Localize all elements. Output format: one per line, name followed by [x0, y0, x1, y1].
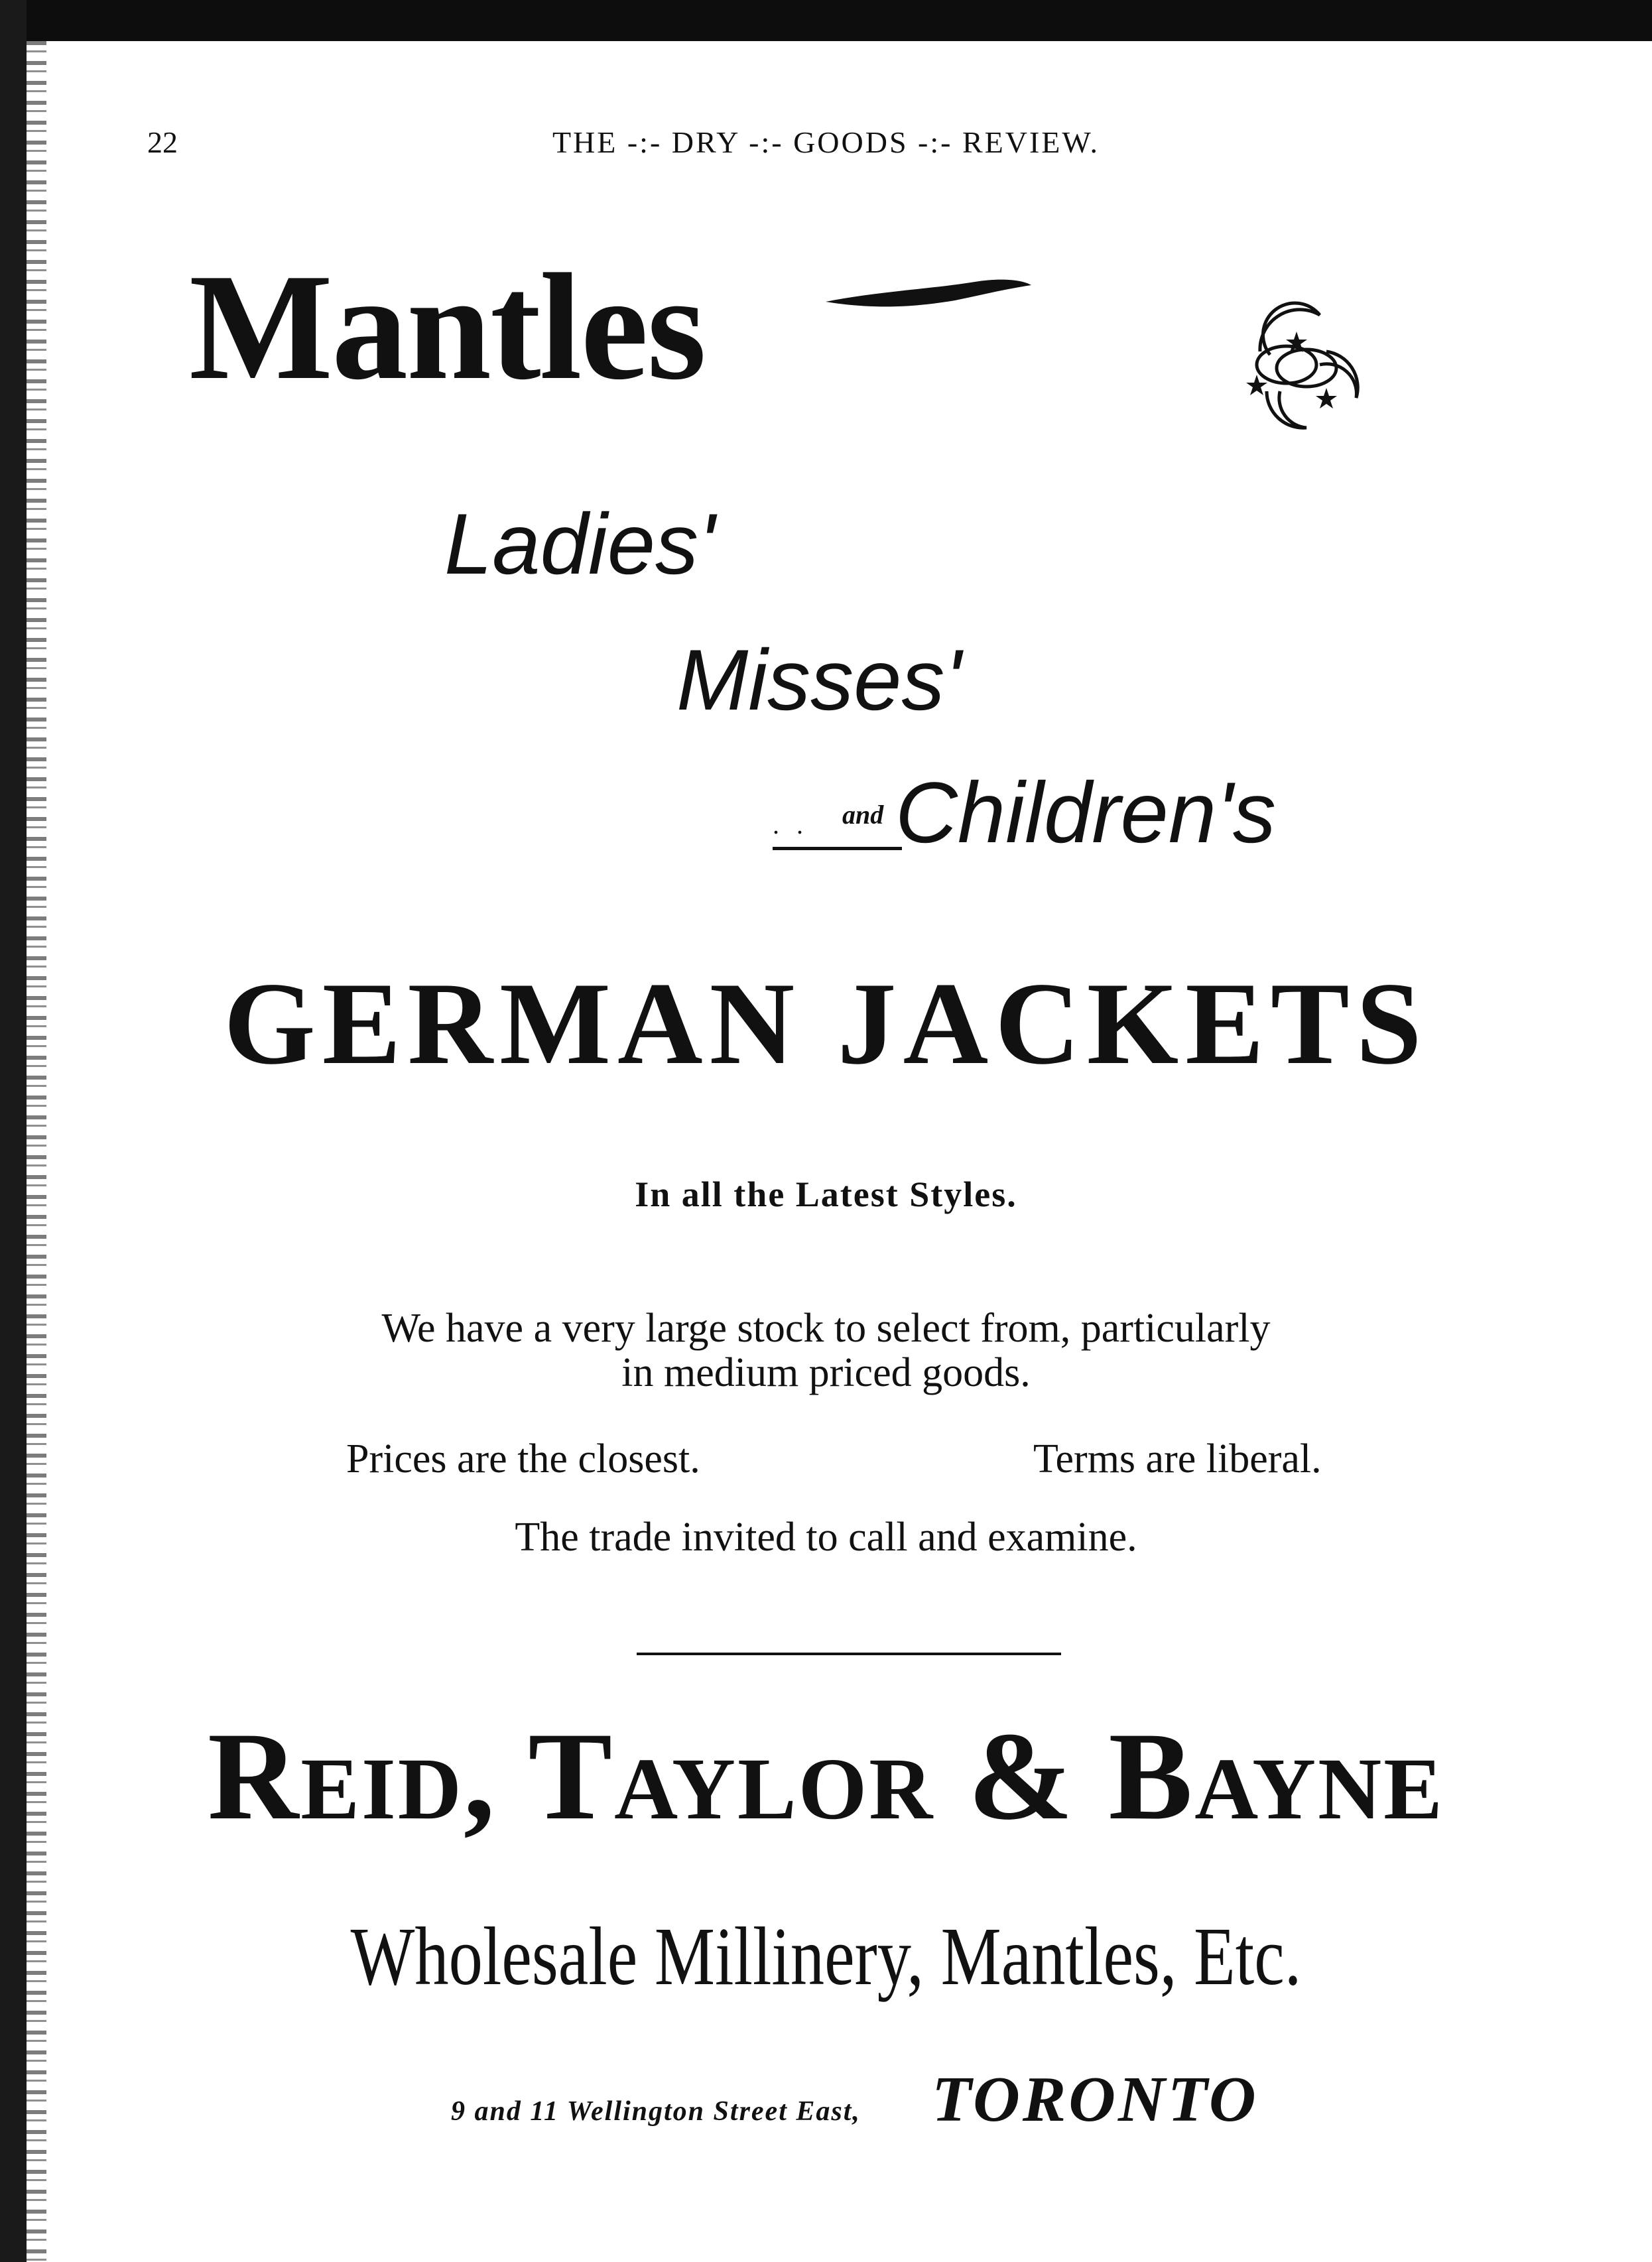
line-misses: Misses' — [676, 631, 962, 728]
firm-address: 9 and 11 Wellington Street East, — [451, 2096, 861, 2127]
firm-city: TORONTO — [932, 2064, 1259, 2135]
swash-ornament-icon — [822, 275, 1035, 328]
connector-dots: . . — [773, 810, 808, 840]
page-number: 22 — [147, 125, 178, 159]
terms-text: Terms are liberal. — [1033, 1436, 1322, 1481]
line-ladies: Ladies' — [444, 495, 715, 592]
scan-left-edge-texture — [27, 41, 46, 2262]
scan-left-edge — [0, 0, 27, 2262]
stock-line-1: We have a very large stock to select from, particularly — [381, 1306, 1271, 1351]
invite-text: The trade invited to call and examine. — [515, 1515, 1137, 1560]
firm-name: Reid, Taylor & Bayne — [208, 1707, 1444, 1846]
headline-mantles: Mantles — [189, 242, 706, 411]
connector-and: and — [842, 800, 884, 830]
prices-text: Prices are the closest. — [346, 1436, 700, 1481]
stock-line-2: in medium priced goods. — [621, 1350, 1031, 1395]
running-head: THE -:- DRY -:- GOODS -:- REVIEW. — [552, 125, 1100, 159]
line-childrens: Children's — [895, 764, 1276, 861]
connector-rule — [773, 847, 902, 850]
crescent-stars-logo-icon — [1220, 292, 1373, 444]
product-title: GERMAN JACKETS — [223, 958, 1429, 1089]
scan-top-edge — [27, 0, 1652, 41]
section-divider — [637, 1653, 1061, 1655]
firm-trade: Wholesale Millinery, Mantles, Etc. — [350, 1911, 1302, 2003]
stock-paragraph — [0, 1306, 1652, 1395]
tagline: In all the Latest Styles. — [635, 1174, 1017, 1214]
